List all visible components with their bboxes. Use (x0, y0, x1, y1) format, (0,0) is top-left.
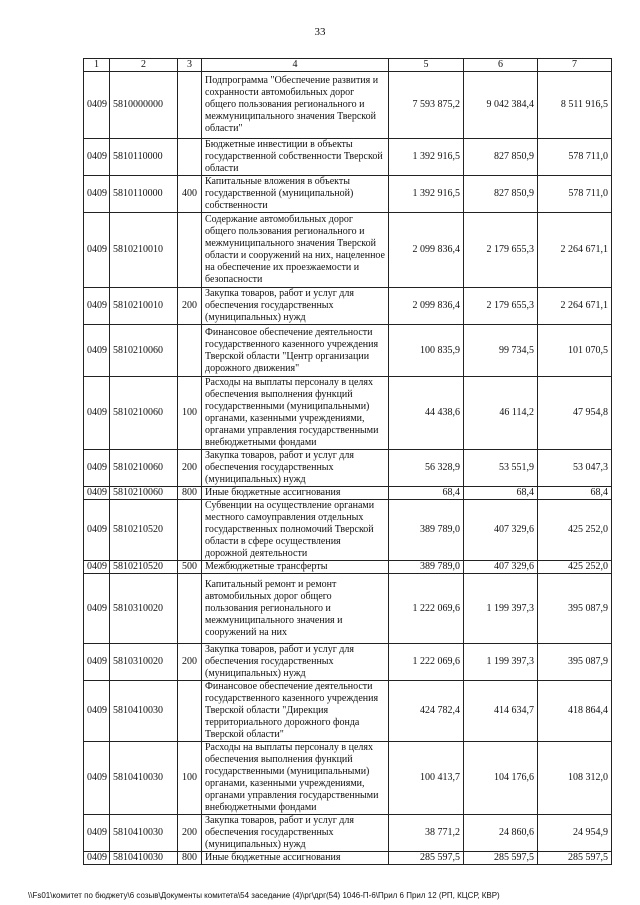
table-row (84, 213, 612, 288)
amount-year-2-cell: 2 179 655,3 (464, 213, 538, 288)
expense-type-cell (178, 139, 202, 176)
section-code-cell: 0409 (84, 450, 110, 487)
section-code-cell: 0409 (84, 325, 110, 377)
amount-year-1-cell: 7 593 875,2 (389, 72, 464, 139)
expense-type-cell: 800 (178, 852, 202, 865)
amount-year-2-cell: 53 551,9 (464, 450, 538, 487)
amount-year-2-cell: 1 199 397,3 (464, 574, 538, 644)
amount-year-1-cell: 424 782,4 (389, 681, 464, 742)
description-cell: Расходы на выплаты персоналу в целях обеспечения выполнения функций государственными (муниципальными) органами, казенными учреждениями, органами управления государственными внебюджетными фондами (202, 377, 389, 450)
amount-year-2-cell: 104 176,6 (464, 742, 538, 815)
table-row (84, 72, 612, 139)
section-code-cell: 0409 (84, 139, 110, 176)
description-cell: Закупка товаров, работ и услуг для обеспечения государственных (муниципальных) нужд (202, 288, 389, 325)
target-article-cell: 5810210520 (110, 500, 178, 561)
amount-year-3-cell: 395 087,9 (538, 644, 612, 681)
table-row (84, 742, 612, 815)
description-cell: Иные бюджетные ассигнования (202, 852, 389, 865)
table-row (84, 852, 612, 865)
table-row (84, 644, 612, 681)
target-article-cell: 5810210010 (110, 213, 178, 288)
column-header: 3 (178, 59, 202, 72)
description-cell: Капитальные вложения в объекты государственной (муниципальной) собственности (202, 176, 389, 213)
amount-year-1-cell: 2 099 836,4 (389, 288, 464, 325)
description-cell: Подпрограмма "Обеспечение развития и сохранности автомобильных дорог общего пользования регионального и межмуниципального значения Тверской области" (202, 72, 389, 139)
amount-year-1-cell: 100 835,9 (389, 325, 464, 377)
description-cell: Содержание автомобильных дорог общего пользования регионального и межмуниципального значения Тверской области и сооружений на них, нацеленное на обеспечение их проезжаемости и безопасности (202, 213, 389, 288)
target-article-cell: 5810410030 (110, 742, 178, 815)
amount-year-3-cell: 578 711,0 (538, 139, 612, 176)
amount-year-2-cell: 46 114,2 (464, 377, 538, 450)
amount-year-1-cell: 2 099 836,4 (389, 213, 464, 288)
table-row (84, 815, 612, 852)
section-code-cell: 0409 (84, 377, 110, 450)
description-cell: Расходы на выплаты персоналу в целях обеспечения выполнения функций государственными (муниципальными) органами, казенными учреждениями, органами управления государственными внебюджетными фондами (202, 742, 389, 815)
amount-year-1-cell: 389 789,0 (389, 561, 464, 574)
column-header: 1 (84, 59, 110, 72)
description-cell: Закупка товаров, работ и услуг для обеспечения государственных (муниципальных) нужд (202, 450, 389, 487)
column-header: 2 (110, 59, 178, 72)
table-row (84, 487, 612, 500)
description-cell: Бюджетные инвестиции в объекты государственной собственности Тверской области (202, 139, 389, 176)
expense-type-cell: 200 (178, 450, 202, 487)
amount-year-1-cell: 100 413,7 (389, 742, 464, 815)
description-cell: Субвенции на осуществление органами местного самоуправления отдельных государственных полномочий Тверской области в сфере осуществления дорожной деятельности (202, 500, 389, 561)
target-article-cell: 5810110000 (110, 176, 178, 213)
expense-type-cell: 500 (178, 561, 202, 574)
amount-year-2-cell: 2 179 655,3 (464, 288, 538, 325)
expense-type-cell: 200 (178, 815, 202, 852)
section-code-cell: 0409 (84, 176, 110, 213)
target-article-cell: 5810210060 (110, 487, 178, 500)
target-article-cell: 5810210060 (110, 450, 178, 487)
amount-year-2-cell: 9 042 384,4 (464, 72, 538, 139)
description-cell: Финансовое обеспечение деятельности государственного казенного учреждения Тверской области "Дирекция территориального дорожного фонда Тверской области" (202, 681, 389, 742)
description-cell: Закупка товаров, работ и услуг для обеспечения государственных (муниципальных) нужд (202, 815, 389, 852)
table-row (84, 139, 612, 176)
target-article-cell: 5810000000 (110, 72, 178, 139)
expense-type-cell: 200 (178, 288, 202, 325)
target-article-cell: 5810410030 (110, 681, 178, 742)
section-code-cell: 0409 (84, 681, 110, 742)
section-code-cell: 0409 (84, 72, 110, 139)
budget-table (83, 58, 612, 865)
expense-type-cell (178, 72, 202, 139)
table-row (84, 450, 612, 487)
description-cell: Иные бюджетные ассигнования (202, 487, 389, 500)
column-header: 6 (464, 59, 538, 72)
expense-type-cell (178, 681, 202, 742)
target-article-cell: 5810210060 (110, 325, 178, 377)
table-row (84, 288, 612, 325)
amount-year-1-cell: 56 328,9 (389, 450, 464, 487)
amount-year-3-cell: 395 087,9 (538, 574, 612, 644)
amount-year-2-cell: 24 860,6 (464, 815, 538, 852)
amount-year-1-cell: 389 789,0 (389, 500, 464, 561)
expense-type-cell: 800 (178, 487, 202, 500)
section-code-cell: 0409 (84, 644, 110, 681)
amount-year-3-cell: 2 264 671,1 (538, 288, 612, 325)
section-code-cell: 0409 (84, 574, 110, 644)
table-row (84, 681, 612, 742)
description-cell: Межбюджетные трансферты (202, 561, 389, 574)
section-code-cell: 0409 (84, 500, 110, 561)
amount-year-1-cell: 44 438,6 (389, 377, 464, 450)
expense-type-cell (178, 213, 202, 288)
section-code-cell: 0409 (84, 561, 110, 574)
table-row (84, 325, 612, 377)
table-row (84, 574, 612, 644)
footer-file-path: \\Fs01\комитет по бюджету\6 созыв\Документы комитета\54 заседание (4)\рг\дрг(54) 1046-П-6\Прил 6 Прил 12 (РП, КЦСР, КВР) (28, 891, 500, 900)
table-row (84, 377, 612, 450)
target-article-cell: 5810310020 (110, 574, 178, 644)
amount-year-1-cell: 68,4 (389, 487, 464, 500)
amount-year-3-cell: 53 047,3 (538, 450, 612, 487)
amount-year-3-cell: 578 711,0 (538, 176, 612, 213)
page-number: 33 (314, 26, 326, 38)
table-row (84, 561, 612, 574)
amount-year-1-cell: 285 597,5 (389, 852, 464, 865)
amount-year-3-cell: 2 264 671,1 (538, 213, 612, 288)
amount-year-3-cell: 285 597,5 (538, 852, 612, 865)
column-header: 4 (202, 59, 389, 72)
expense-type-cell: 400 (178, 176, 202, 213)
expense-type-cell (178, 500, 202, 561)
amount-year-3-cell: 425 252,0 (538, 500, 612, 561)
amount-year-3-cell: 47 954,8 (538, 377, 612, 450)
description-cell: Финансовое обеспечение деятельности государственного казенного учреждения Тверской области "Центр организации дорожного движения" (202, 325, 389, 377)
section-code-cell: 0409 (84, 742, 110, 815)
table-row (84, 500, 612, 561)
amount-year-2-cell: 68,4 (464, 487, 538, 500)
section-code-cell: 0409 (84, 815, 110, 852)
target-article-cell: 5810310020 (110, 644, 178, 681)
amount-year-1-cell: 1 222 069,6 (389, 574, 464, 644)
amount-year-2-cell: 285 597,5 (464, 852, 538, 865)
section-code-cell: 0409 (84, 213, 110, 288)
amount-year-2-cell: 414 634,7 (464, 681, 538, 742)
target-article-cell: 5810410030 (110, 815, 178, 852)
description-cell: Закупка товаров, работ и услуг для обеспечения государственных (муниципальных) нужд (202, 644, 389, 681)
amount-year-3-cell: 425 252,0 (538, 561, 612, 574)
table-row (84, 176, 612, 213)
target-article-cell: 5810410030 (110, 852, 178, 865)
amount-year-1-cell: 1 222 069,6 (389, 644, 464, 681)
amount-year-2-cell: 827 850,9 (464, 176, 538, 213)
target-article-cell: 5810210520 (110, 561, 178, 574)
amount-year-3-cell: 108 312,0 (538, 742, 612, 815)
header-row (84, 59, 612, 72)
expense-type-cell (178, 574, 202, 644)
section-code-cell: 0409 (84, 487, 110, 500)
amount-year-2-cell: 407 329,6 (464, 561, 538, 574)
amount-year-1-cell: 38 771,2 (389, 815, 464, 852)
amount-year-2-cell: 99 734,5 (464, 325, 538, 377)
amount-year-2-cell: 407 329,6 (464, 500, 538, 561)
amount-year-3-cell: 101 070,5 (538, 325, 612, 377)
column-header: 7 (538, 59, 612, 72)
section-code-cell: 0409 (84, 288, 110, 325)
expense-type-cell (178, 325, 202, 377)
amount-year-2-cell: 827 850,9 (464, 139, 538, 176)
column-header: 5 (389, 59, 464, 72)
amount-year-2-cell: 1 199 397,3 (464, 644, 538, 681)
target-article-cell: 5810110000 (110, 139, 178, 176)
expense-type-cell: 200 (178, 644, 202, 681)
amount-year-3-cell: 68,4 (538, 487, 612, 500)
amount-year-1-cell: 1 392 916,5 (389, 139, 464, 176)
target-article-cell: 5810210060 (110, 377, 178, 450)
amount-year-3-cell: 24 954,9 (538, 815, 612, 852)
amount-year-3-cell: 8 511 916,5 (538, 72, 612, 139)
expense-type-cell: 100 (178, 377, 202, 450)
expense-type-cell: 100 (178, 742, 202, 815)
amount-year-3-cell: 418 864,4 (538, 681, 612, 742)
target-article-cell: 5810210010 (110, 288, 178, 325)
description-cell: Капитальный ремонт и ремонт автомобильных дорог общего пользования регионального и межмуниципального значения и сооружений на них (202, 574, 389, 644)
section-code-cell: 0409 (84, 852, 110, 865)
amount-year-1-cell: 1 392 916,5 (389, 176, 464, 213)
